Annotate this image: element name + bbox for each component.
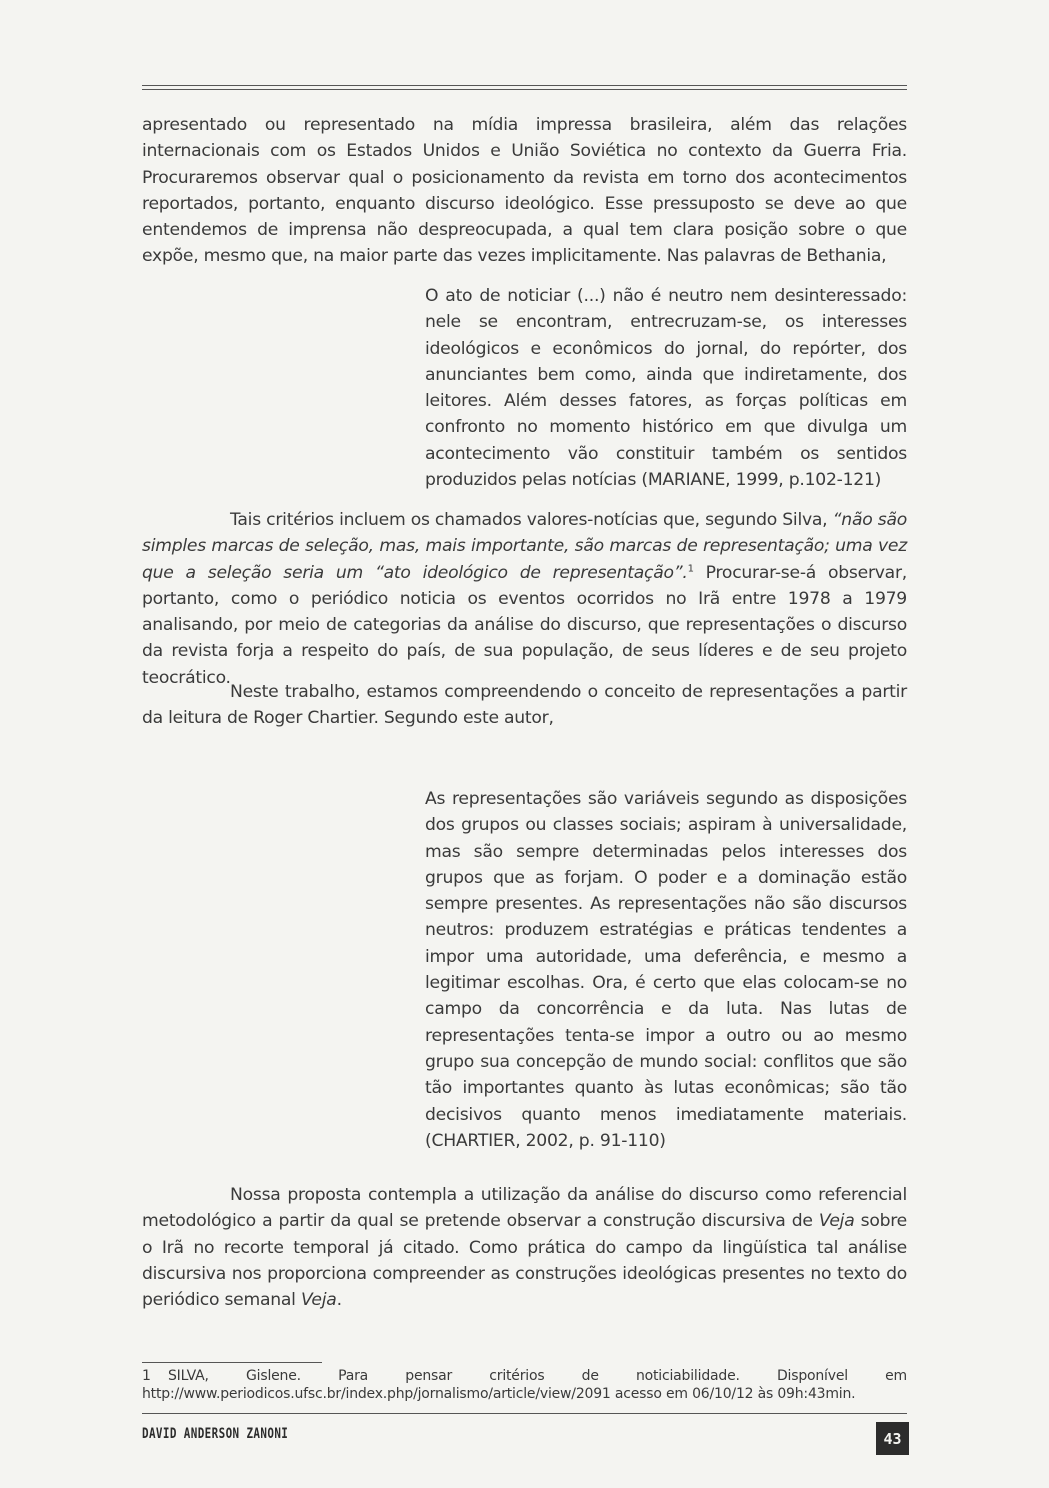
paragraph-intro: apresentado ou representado na mídia impressa brasileira, além das relações internacionais com os Estados Unidos e União Soviética no contexto da Guerra Fria. Procuraremos observar qual o posicionamento da revista em torno dos acontecimentos reportados, portanto, enquanto discurso ideológico. Esse pressuposto se deve ao que entendemos de imprensa não despreocupada, a qual tem clara posição sobre o que expõe, mesmo que, na maior parte das vezes implicitamente. Nas palavras de Bethania, [142, 115, 907, 267]
footnote-rule [142, 1362, 322, 1363]
footnote [142, 1367, 907, 1403]
paragraph-text: Nossa proposta contempla a utilização da análise do discurso como referencial metodológico a partir da qual se pretende observar a construção discursiva de [142, 1185, 907, 1232]
paragraph-chartier-intro: Neste trabalho, estamos compreendendo o conceito de representações a partir da leitura de Roger Chartier. Segundo este autor, [142, 682, 907, 729]
paragraph-text: . [336, 1290, 342, 1311]
block-quote-chartier: As representações são variáveis segundo as disposições dos grupos ou classes sociais; aspiram à universalidade, mas são sempre determinadas pelos interesses dos grupos que as forjam. O poder e a dominação estão sempre presentes. As representações não são discursos neutros: produzem estratégias e práticas tendentes a impor uma autoridade, uma deferência, e mesmo a legitimar escolhas. Ora, é certo que elas colocam-se no campo da concorrência e da luta. Nas lutas de representações tenta-se impor a outro ou ao mesmo grupo sua concepção de mundo social: conflitos que são tão importantes quanto às lutas econômicas; são tão decisivos quanto menos imediatamente materiais. (CHARTIER, 2002, p. 91-110) [425, 789, 907, 1151]
veja-italic: Veja [818, 1211, 855, 1232]
paragraph-valores-noticias [142, 507, 907, 691]
footer-author: DAVID ANDERSON ZANONI [142, 1426, 289, 1442]
paragraph-proposta [142, 1182, 907, 1313]
footer-rule [142, 1413, 907, 1414]
paragraph-text: Procurar-se-á observar, portanto, como o periódico noticia os eventos ocorridos no Irã entre 1978 a 1979 analisando, por meio de categorias da análise do discurso, que representações o discurso da revista forja a respeito do país, de sua população, de seus líderes e de seu projeto teocrático. [142, 562, 907, 688]
silva-quote-italic: “não são simples marcas de seleção, mas, mais importante, são marcas de representação; uma vez que a seleção seria um “ato ideológico de representação”. [142, 510, 907, 583]
paragraph-text: Tais critérios incluem os chamados valores-notícias que, segundo Silva, [230, 510, 833, 530]
footnote-number: 1 [142, 1368, 151, 1384]
paragraph-text: sobre o Irã no recorte temporal já citado. Como prática do campo da lingüística tal análise discursiva nos proporciona compreender as construções ideológicas presentes no texto do periódico semanal [142, 1211, 908, 1311]
footnote-text: SILVA, Gislene. Para pensar critérios de noticiabilidade. Disponível em http://www.periodicos.ufsc.br/index.php/jornalismo/article/view/2091 acesso em 06/10/12 às 09h:43min. [142, 1368, 907, 1402]
footnote-ref[interactable]: 1 [687, 562, 694, 574]
veja-italic: Veja [300, 1290, 337, 1311]
header-double-rule [142, 85, 907, 90]
page-number-badge: 43 [876, 1422, 909, 1455]
block-quote-mariane: O ato de noticiar (...) não é neutro nem desinteressado: nele se encontram, entrecruzam-se, os interesses ideológicos e econômicos do jornal, do repórter, dos anunciantes bem como, ainda que indiretamente, dos leitores. Além desses fatores, as forças políticas em confronto no momento histórico em que divulga um acontecimento vão constituir também os sentidos produzidos pelas notícias (MARIANE, 1999, p.102-121) [425, 286, 907, 491]
